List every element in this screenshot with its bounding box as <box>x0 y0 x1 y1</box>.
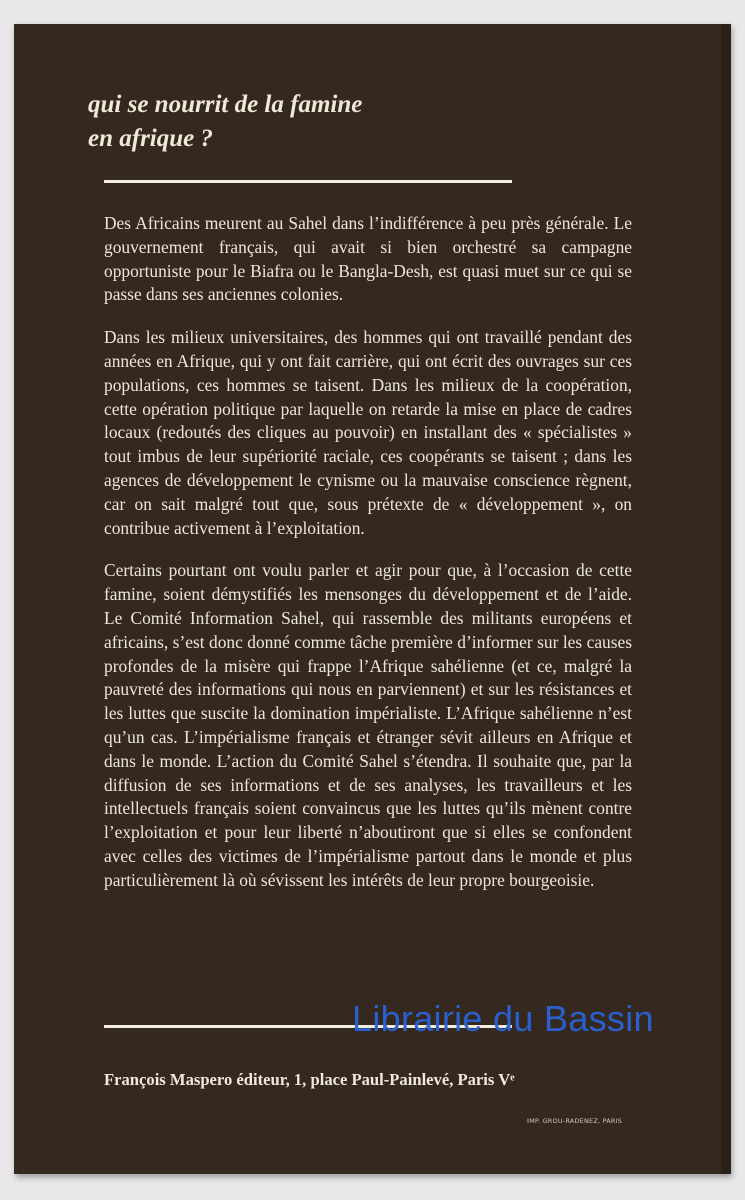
printer-line: IMP. GROU-RADENEZ, PARIS <box>527 1117 623 1125</box>
paragraph-1: Des Africains meurent au Sahel dans l’indifférence à peu près générale. Le gouvernement français, qui avait si bien orchestré sa campagne opportuniste pour le Biafra ou le Bangla-Desh, est quasi muet sur ce qui se passe dans ses anciennes colonies. <box>104 213 632 305</box>
cover-edge <box>721 24 731 1174</box>
bookstore-watermark: Librairie du Bassin <box>352 998 654 1039</box>
title-line-1: qui se nourrit de la famine <box>88 91 363 118</box>
publisher-line: François Maspero éditeur, 1, place Paul-Painlevé, Paris Vᵉ <box>104 1070 515 1089</box>
paragraph-2: Dans les milieux universitaires, des hommes qui ont travaillé pendant des années en Afrique, qui y ont fait carrière, qui ont écrit des ouvrages sur ces populations, ces hommes se taisent. Dans les milieux de la coopération, cette opération politique par laquelle on retarde la mise en place de cadres locaux (redoutés des cliques au pouvoir) en installant des « spécialistes » tout imbus de leur supériorité raciale, ces coopérants se taisent ; dans les agences de développement le cynisme ou la mauvaise conscience règnent, car on sait malgré tout que, sous prétexte de « développement », on contribue activement à l’exploitation. <box>104 327 632 538</box>
title-line-2: en afrique ? <box>88 125 213 152</box>
paragraph-3: Certains pourtant ont voulu parler et agir pour que, à l’occasion de cette famine, soient démystifiés les mensonges du développement et de l’aide. Le Comité Information Sahel, qui rassemble des militants européens et africains, s’est donc donné comme tâche première d’informer sur les causes profondes de la misère qui frappe l’Afrique sahélienne (et ce, malgré la pauvreté des informations qui nous en parviennent) et sur les résistances et les luttes que suscite la domination impérialiste. L’Afrique sahélienne n’est qu’un cas. L’impérialisme français et étranger sévit ailleurs en Afrique et dans le monde. L’action du Comité Sahel s’étendra. Il souhaite que, par la diffusion de ses informations et de ses analyses, les travailleurs et les intellectuels français soient convaincus que les luttes qu’ils mènent contre l’exploitation et pour leur liberté n’aboutiront que si elles se confondent avec celles des victimes de l’impérialisme partout dans le monde et plus particulièrement là où sévissent les intérêts de leur propre bourgeoisie. <box>104 560 632 890</box>
top-divider <box>104 180 512 183</box>
cover-title <box>88 88 648 156</box>
blurb-text <box>104 212 632 912</box>
